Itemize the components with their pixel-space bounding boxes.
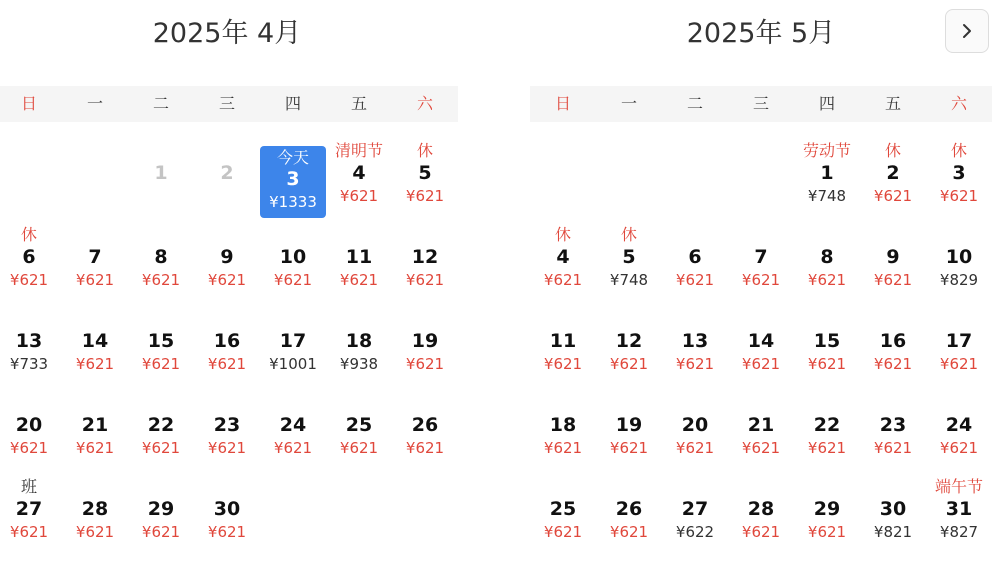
day-price: ¥748 [609, 271, 649, 289]
day-number: 15 [147, 330, 175, 352]
day-tag: 休 [620, 225, 637, 244]
day-price: ¥621 [741, 271, 781, 289]
weekday-header [0, 86, 458, 122]
day-cell[interactable] [794, 392, 860, 472]
day-price: ¥621 [207, 523, 247, 541]
day-price: ¥621 [9, 271, 49, 289]
day-number: 24 [279, 414, 307, 436]
day-tag [794, 392, 860, 414]
day-price: ¥621 [873, 271, 913, 289]
day-price: ¥621 [807, 355, 847, 373]
day-price: ¥621 [141, 439, 181, 457]
day-price: ¥621 [207, 271, 247, 289]
day-tag [596, 476, 662, 498]
day-tag: 休 [554, 225, 571, 244]
day-number: 5 [622, 246, 636, 268]
weekday-wed: 三 [752, 94, 769, 113]
day-cell[interactable] [926, 224, 992, 304]
weekday-thu: 四 [818, 94, 835, 113]
day-number: 11 [345, 246, 373, 268]
day-price: ¥621 [609, 439, 649, 457]
day-number: 22 [147, 414, 175, 436]
day-cell [194, 140, 260, 220]
weekday-sun: 日 [20, 94, 37, 113]
day-price: ¥621 [543, 355, 583, 373]
day-cell[interactable] [926, 308, 992, 388]
day-tag [728, 308, 794, 330]
day-cell[interactable] [62, 224, 128, 304]
day-price: ¥621 [273, 271, 313, 289]
day-price: ¥829 [939, 271, 979, 289]
day-number: 13 [681, 330, 709, 352]
day-cell[interactable] [62, 476, 128, 556]
day-tag [260, 392, 326, 414]
day-tag [326, 392, 392, 414]
day-cell[interactable] [596, 224, 662, 304]
day-tag [794, 224, 860, 246]
day-tag: 休 [884, 141, 901, 160]
day-number: 23 [879, 414, 907, 436]
day-tag [662, 392, 728, 414]
day-number: 9 [220, 246, 234, 268]
day-price: ¥621 [675, 271, 715, 289]
day-cell[interactable] [794, 140, 860, 220]
day-price: ¥621 [675, 439, 715, 457]
day-tag [860, 224, 926, 246]
day-number: 16 [213, 330, 241, 352]
day-cell[interactable] [0, 392, 62, 472]
day-tag [194, 140, 260, 162]
day-tag [860, 476, 926, 498]
day-cell[interactable] [662, 392, 728, 472]
day-cell[interactable] [860, 476, 926, 556]
weekday-tue: 二 [686, 94, 703, 113]
day-price: ¥621 [405, 355, 445, 373]
day-tag [794, 308, 860, 330]
day-price: ¥621 [75, 271, 115, 289]
day-price: ¥621 [405, 439, 445, 457]
day-price: ¥621 [9, 439, 49, 457]
day-number: 28 [747, 498, 775, 520]
day-price: ¥621 [543, 439, 583, 457]
day-number: 20 [15, 414, 43, 436]
day-tag: 今天 [276, 148, 309, 167]
day-number: 2 [220, 162, 234, 184]
day-tag [530, 392, 596, 414]
month-title: 2025年 5月 [686, 18, 836, 49]
day-number: 13 [15, 330, 43, 352]
day-price: ¥621 [273, 439, 313, 457]
day-price: ¥621 [339, 439, 379, 457]
day-cell[interactable] [260, 392, 326, 472]
day-tag [62, 476, 128, 498]
day-number: 6 [22, 246, 36, 268]
day-price: ¥621 [741, 439, 781, 457]
day-number: 30 [879, 498, 907, 520]
day-price: ¥621 [405, 187, 445, 205]
day-tag [794, 476, 860, 498]
day-price: ¥621 [939, 187, 979, 205]
day-price: ¥621 [207, 439, 247, 457]
day-number: 9 [886, 246, 900, 268]
day-tag [194, 476, 260, 498]
day-tag [62, 308, 128, 330]
day-number: 15 [813, 330, 841, 352]
day-number: 31 [945, 498, 973, 520]
day-price: ¥621 [405, 271, 445, 289]
day-price: ¥621 [9, 523, 49, 541]
weekday-sun: 日 [554, 94, 571, 113]
day-cell[interactable] [860, 308, 926, 388]
day-cell[interactable] [194, 392, 260, 472]
day-number: 26 [615, 498, 643, 520]
day-number: 3 [952, 162, 966, 184]
day-number: 23 [213, 414, 241, 436]
day-cell[interactable] [392, 308, 458, 388]
day-tag [662, 476, 728, 498]
day-price: ¥621 [609, 355, 649, 373]
day-cell[interactable] [62, 392, 128, 472]
day-price: ¥621 [807, 271, 847, 289]
day-price: ¥621 [75, 439, 115, 457]
day-cell[interactable] [794, 308, 860, 388]
day-number: 27 [15, 498, 43, 520]
day-price: ¥621 [75, 523, 115, 541]
day-tag [128, 392, 194, 414]
day-tag [728, 392, 794, 414]
weekday-sat: 六 [950, 94, 967, 113]
day-number: 11 [549, 330, 577, 352]
day-cell[interactable] [662, 308, 728, 388]
day-number: 7 [88, 246, 102, 268]
day-number: 25 [549, 498, 577, 520]
day-cell[interactable] [662, 476, 728, 556]
day-price: ¥621 [339, 187, 379, 205]
day-cell[interactable] [128, 224, 194, 304]
day-cell-today[interactable] [260, 146, 326, 218]
day-number: 28 [81, 498, 109, 520]
day-price: ¥621 [75, 355, 115, 373]
day-number: 7 [754, 246, 768, 268]
day-cell[interactable] [326, 392, 392, 472]
day-tag [860, 308, 926, 330]
day-tag [392, 224, 458, 246]
day-number: 3 [286, 168, 300, 190]
day-price: ¥621 [339, 271, 379, 289]
day-cell[interactable] [530, 392, 596, 472]
day-tag [194, 308, 260, 330]
month-may [530, 0, 992, 570]
day-tag: 休 [950, 141, 967, 160]
day-cell[interactable] [326, 224, 392, 304]
day-number: 29 [813, 498, 841, 520]
weekday-wed: 三 [218, 94, 235, 113]
weekday-thu: 四 [284, 94, 301, 113]
day-cell[interactable] [728, 476, 794, 556]
weekday-fri: 五 [884, 94, 901, 113]
day-cell[interactable] [530, 308, 596, 388]
day-number: 4 [556, 246, 570, 268]
day-price: ¥621 [807, 439, 847, 457]
day-tag: 端午节 [934, 477, 983, 496]
day-cell[interactable] [530, 224, 596, 304]
weekday-sat: 六 [416, 94, 433, 113]
day-cell[interactable] [194, 476, 260, 556]
weekday-mon: 一 [620, 94, 637, 113]
day-cell[interactable] [128, 392, 194, 472]
day-tag [392, 392, 458, 414]
day-tag [326, 308, 392, 330]
day-cell[interactable] [0, 476, 62, 556]
weekday-fri: 五 [350, 94, 367, 113]
day-cell[interactable] [194, 308, 260, 388]
day-number: 14 [747, 330, 775, 352]
day-cell[interactable] [596, 308, 662, 388]
day-price: ¥748 [807, 187, 847, 205]
day-tag: 班 [20, 477, 37, 496]
day-number: 5 [418, 162, 432, 184]
day-cell[interactable] [926, 476, 992, 556]
day-number: 22 [813, 414, 841, 436]
day-cell[interactable] [392, 140, 458, 220]
day-cell[interactable] [728, 392, 794, 472]
day-number: 21 [747, 414, 775, 436]
day-number: 21 [81, 414, 109, 436]
day-cell[interactable] [596, 392, 662, 472]
day-number: 18 [549, 414, 577, 436]
day-price: ¥827 [939, 523, 979, 541]
day-cell[interactable] [128, 476, 194, 556]
day-tag [530, 308, 596, 330]
day-tag [926, 392, 992, 414]
day-tag [62, 224, 128, 246]
day-price: ¥621 [741, 355, 781, 373]
day-tag [596, 392, 662, 414]
day-cell[interactable] [260, 224, 326, 304]
day-cell[interactable] [530, 476, 596, 556]
day-number: 14 [81, 330, 109, 352]
day-cell[interactable] [794, 224, 860, 304]
day-tag [194, 224, 260, 246]
chevron-right-icon [959, 23, 975, 39]
day-tag [662, 308, 728, 330]
day-cell[interactable] [0, 224, 62, 304]
day-price [128, 185, 194, 207]
day-number: 27 [681, 498, 709, 520]
day-price: ¥938 [339, 355, 379, 373]
day-cell[interactable] [860, 140, 926, 220]
day-price: ¥621 [873, 187, 913, 205]
day-price: ¥621 [807, 523, 847, 541]
next-month-button[interactable] [945, 9, 989, 53]
day-cell[interactable] [926, 140, 992, 220]
day-price: ¥621 [675, 355, 715, 373]
day-price: ¥621 [873, 439, 913, 457]
day-price: ¥621 [873, 355, 913, 373]
day-number: 29 [147, 498, 175, 520]
day-price: ¥621 [543, 523, 583, 541]
day-price: ¥621 [939, 439, 979, 457]
day-tag [326, 224, 392, 246]
day-price: ¥621 [141, 355, 181, 373]
day-number: 18 [345, 330, 373, 352]
day-number: 12 [411, 246, 439, 268]
day-cell [128, 140, 194, 220]
day-number: 8 [154, 246, 168, 268]
day-tag [0, 392, 62, 414]
day-tag: 清明节 [334, 141, 383, 160]
day-tag: 劳动节 [802, 141, 851, 160]
day-number: 30 [213, 498, 241, 520]
month-april [0, 0, 458, 570]
day-number: 19 [411, 330, 439, 352]
day-tag [128, 140, 194, 162]
weekday-mon: 一 [86, 94, 103, 113]
day-cell[interactable] [860, 224, 926, 304]
day-tag [194, 392, 260, 414]
day-number: 19 [615, 414, 643, 436]
day-cell[interactable] [194, 224, 260, 304]
day-number: 10 [279, 246, 307, 268]
day-tag: 休 [416, 141, 433, 160]
day-tag [596, 308, 662, 330]
day-tag [128, 476, 194, 498]
day-price: ¥621 [141, 523, 181, 541]
day-number: 2 [886, 162, 900, 184]
day-price: ¥821 [873, 523, 913, 541]
day-price: ¥621 [207, 355, 247, 373]
day-tag [926, 308, 992, 330]
day-tag [530, 476, 596, 498]
day-cell[interactable] [392, 392, 458, 472]
day-cell[interactable] [860, 392, 926, 472]
day-tag [860, 392, 926, 414]
day-number: 25 [345, 414, 373, 436]
day-cell[interactable] [326, 140, 392, 220]
day-cell[interactable] [0, 308, 62, 388]
day-tag [260, 224, 326, 246]
day-tag [728, 476, 794, 498]
day-tag [128, 224, 194, 246]
day-number: 1 [820, 162, 834, 184]
day-cell[interactable] [392, 224, 458, 304]
day-cell[interactable] [326, 308, 392, 388]
day-number: 12 [615, 330, 643, 352]
day-number: 17 [279, 330, 307, 352]
day-tag [260, 308, 326, 330]
day-cell[interactable] [128, 308, 194, 388]
day-price: ¥622 [675, 523, 715, 541]
day-tag [662, 224, 728, 246]
day-tag [62, 392, 128, 414]
day-price: ¥621 [741, 523, 781, 541]
day-price: ¥1333 [269, 193, 317, 211]
day-number: 24 [945, 414, 973, 436]
day-cell[interactable] [728, 224, 794, 304]
day-number: 26 [411, 414, 439, 436]
day-number: 4 [352, 162, 366, 184]
day-tag [926, 224, 992, 246]
day-tag [128, 308, 194, 330]
day-cell[interactable] [926, 392, 992, 472]
day-number: 16 [879, 330, 907, 352]
day-number: 20 [681, 414, 709, 436]
day-cell[interactable] [260, 308, 326, 388]
day-cell[interactable] [596, 476, 662, 556]
day-price: ¥621 [141, 271, 181, 289]
day-cell[interactable] [794, 476, 860, 556]
month-title: 2025年 4月 [152, 18, 302, 49]
day-price: ¥1001 [269, 355, 317, 373]
day-tag [392, 308, 458, 330]
day-tag [0, 308, 62, 330]
day-cell[interactable] [728, 308, 794, 388]
day-cell[interactable] [662, 224, 728, 304]
day-price: ¥621 [939, 355, 979, 373]
day-number: 10 [945, 246, 973, 268]
weekday-header [530, 86, 992, 122]
day-cell[interactable] [62, 308, 128, 388]
day-number: 1 [154, 162, 168, 184]
weekday-tue: 二 [152, 94, 169, 113]
day-number: 17 [945, 330, 973, 352]
day-number: 8 [820, 246, 834, 268]
day-price: ¥621 [543, 271, 583, 289]
day-number: 6 [688, 246, 702, 268]
day-tag [728, 224, 794, 246]
day-tag: 休 [20, 225, 37, 244]
day-price: ¥621 [609, 523, 649, 541]
day-price: ¥733 [9, 355, 49, 373]
day-price [194, 185, 260, 207]
